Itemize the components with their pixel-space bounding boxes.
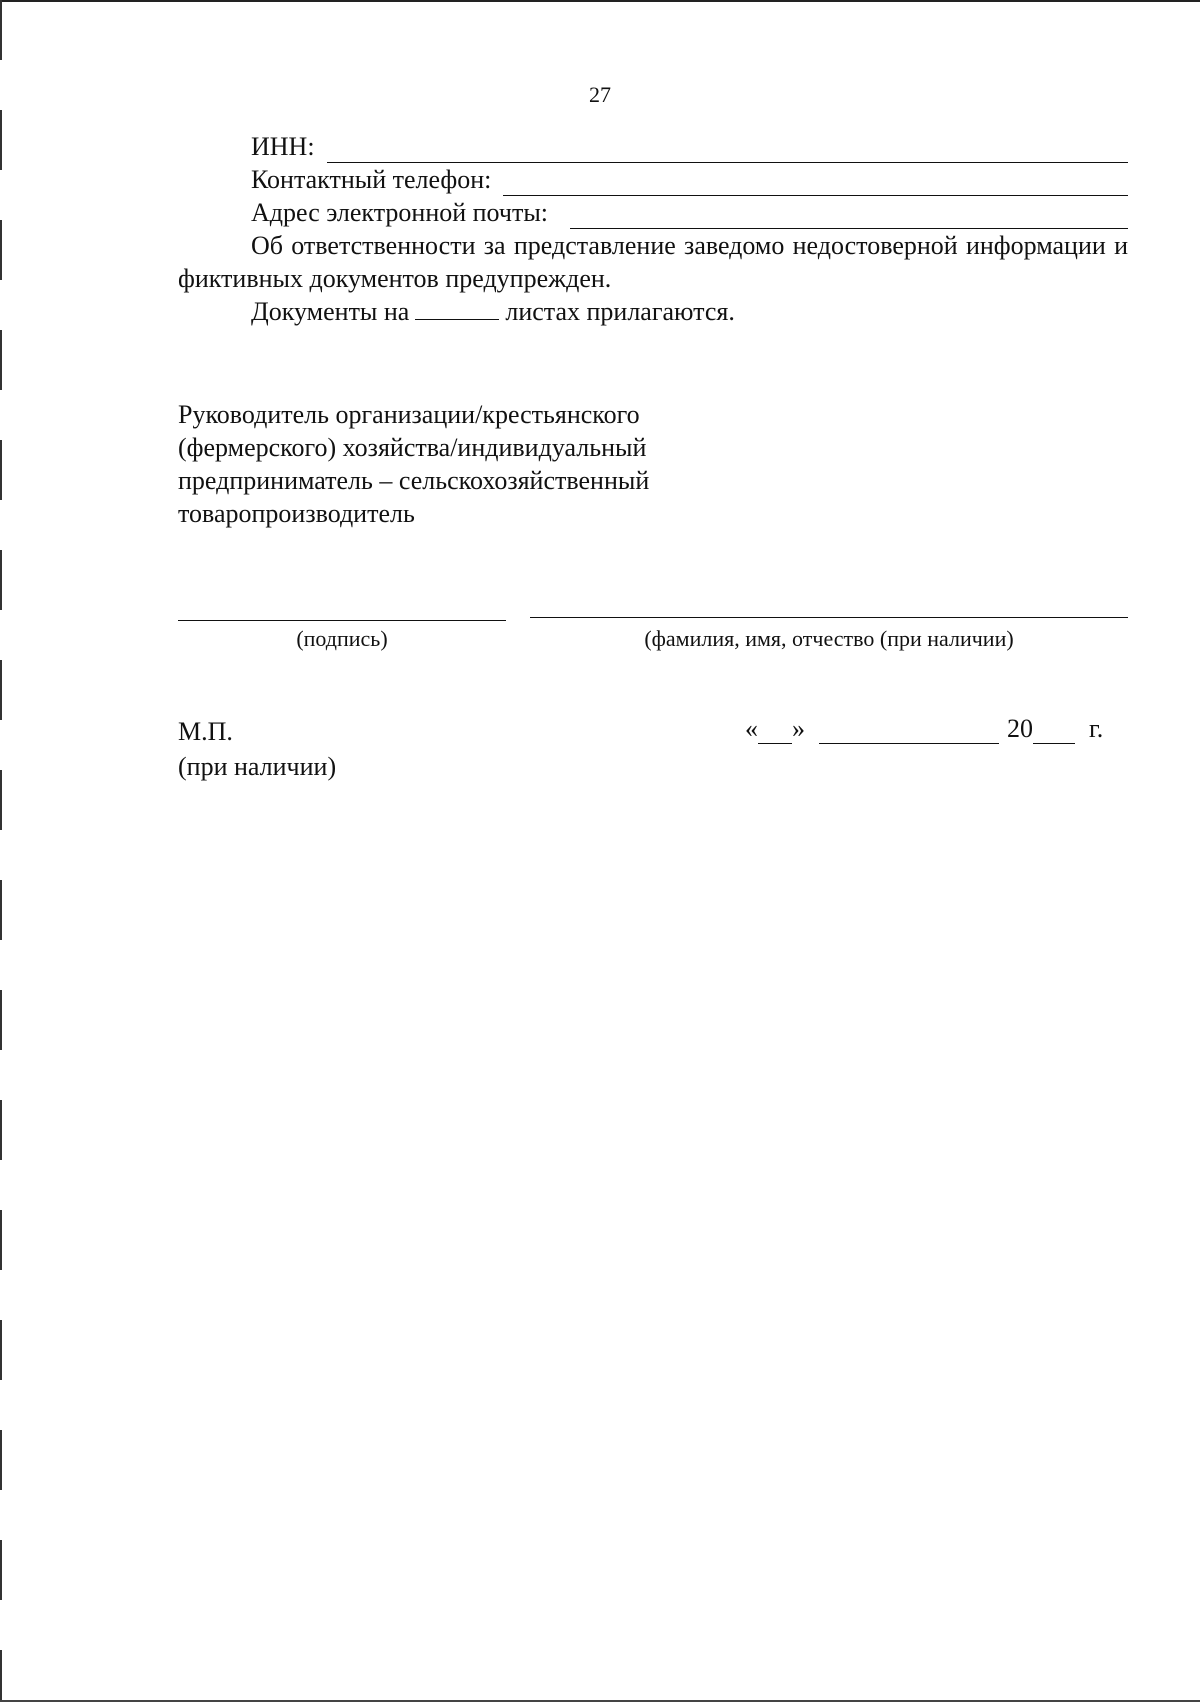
inn-row [178, 130, 1128, 163]
email-blank[interactable] [570, 204, 1128, 229]
full-name-caption: (фамилия, имя, отчество (при наличии) [644, 626, 1014, 651]
phone-label: Контактный телефон: [251, 165, 492, 194]
signatory-line-2: (фермерского) хозяйства/индивидуальный [178, 433, 647, 462]
page-left-edge [0, 0, 2, 1702]
documents-row [178, 295, 1128, 328]
signatory-line-4: товаропроизводитель [178, 499, 415, 528]
email-label: Адрес электронной почты: [251, 198, 549, 227]
phone-blank[interactable] [503, 171, 1128, 196]
liability-statement: Об ответственности за представление заведомо недостоверной информации и фиктивных документов предупрежден. [178, 231, 1128, 293]
sheet-count-blank[interactable] [415, 295, 499, 320]
phone-row [178, 163, 1128, 196]
signature-blank[interactable] [178, 620, 506, 621]
inn-label: ИНН: [251, 132, 315, 161]
signatory-line-3: предприниматель – сельскохозяйственный [178, 466, 650, 495]
stamp-block [178, 714, 336, 784]
full-name-blank[interactable] [530, 617, 1128, 618]
form-body [178, 130, 1128, 328]
page-number: 27 [589, 82, 611, 107]
date-year-suffix: г. [1089, 714, 1104, 743]
email-row [178, 196, 1128, 229]
date-year-blank[interactable] [1033, 719, 1075, 744]
date-close-quote: » [792, 714, 805, 743]
date-row [745, 714, 1128, 744]
inn-blank[interactable] [327, 138, 1128, 163]
stamp-label: М.П. [178, 717, 233, 746]
documents-suffix: листах прилагаются. [505, 297, 735, 326]
signatory-title [178, 398, 738, 530]
signature-caption: (подпись) [296, 626, 388, 651]
date-open-quote: « [745, 714, 758, 743]
documents-prefix: Документы на [251, 297, 410, 326]
date-month-blank[interactable] [819, 719, 999, 744]
signatory-line-1: Руководитель организации/крестьянского [178, 400, 640, 429]
page-top-edge [0, 0, 1200, 2]
stamp-note: (при наличии) [178, 752, 337, 781]
date-day-blank[interactable] [758, 719, 792, 744]
date-century: 20 [1007, 714, 1033, 743]
